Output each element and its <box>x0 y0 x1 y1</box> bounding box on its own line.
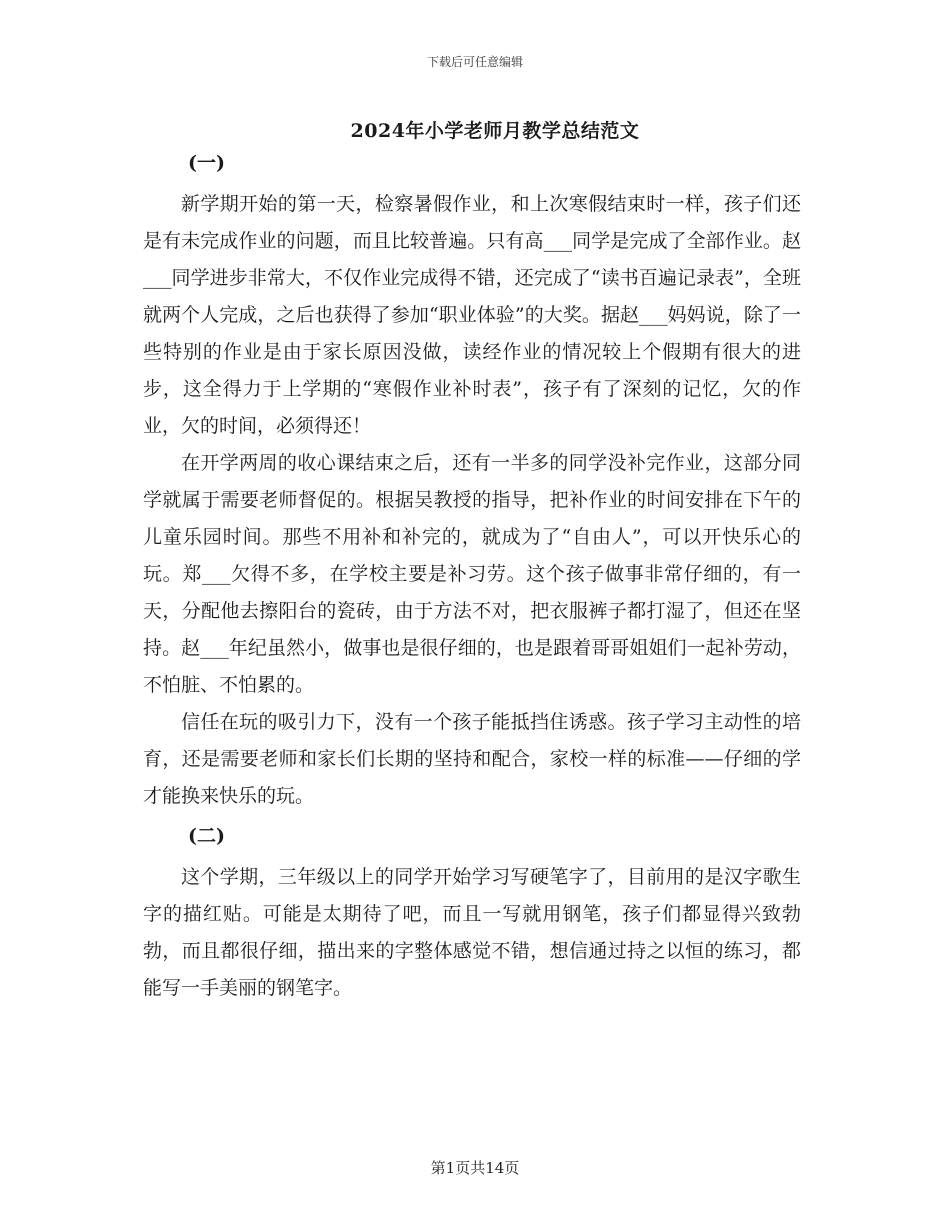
document-title: 2024年小学老师月教学总结范文 <box>350 120 640 142</box>
paragraph: 信任在玩的吸引力下，没有一个孩子能抵挡住诱惑。孩子学习主动性的培育，还是需要老师和家长们长期的坚持和配合，家校一样的标准——仔细的学才能换来快乐的玩。 <box>143 711 801 807</box>
section-1 <box>143 148 801 815</box>
header-note: 下载后可任意编辑 <box>426 55 523 69</box>
paragraph: 在开学两周的收心课结束之后，还有一半多的同学没补完作业，这部分同学就属于需要老师督促的。根据吴教授的指导，把补作业的时间安排在下午的儿童乐园时间。那些不用补和补完的，就成为了“自由人”，可以开快乐心的玩。郑___欠得不多，在学校主要是补习劳。这个孩子做事非常仔细的，有一天，分配他去擦阳台的瓷砖，由于方法不对，把衣服裤子都打湿了，但还在坚持。赵___年纪虽然小，做事也是很仔细的，也是跟着哥哥姐姐们一起补劳动，不怕脏、不怕累的。 <box>143 452 801 696</box>
paragraph: 新学期开始的第一天，检察暑假作业，和上次寒假结束时一样，孩子们还是有未完成作业的问题，而且比较普遍。只有高___同学是完成了全部作业。赵___同学进步非常大，不仅作业完成得不错，还完成了“读书百遍记录表”，全班就两个人完成，之后也获得了参加“职业体验”的大奖。据赵___妈妈说，除了一些特别的作业是由于家长原因没做，读经作业的情况较上个假期有很大的进步，这全得力于上学期的“寒假作业补时表”，孩子有了深刻的记忆，欠的作业，欠的时间，必须得还！ <box>143 193 801 437</box>
section-2 <box>143 821 801 1007</box>
section-heading: (一) <box>188 152 225 174</box>
document-body <box>143 148 801 1007</box>
page-footer: 第1页共14页 <box>430 1159 520 1177</box>
paragraph: 这个学期，三年级以上的同学开始学习写硬笔字了，目前用的是汉字歌生字的描红贴。可能是太期待了吧，而且一写就用钢笔，孩子们都显得兴致勃勃，而且都很仔细，描出来的字整体感觉不错，想信通过持之以恒的练习，都能写一手美丽的钢笔字。 <box>143 866 801 999</box>
section-heading: (二) <box>188 825 225 847</box>
